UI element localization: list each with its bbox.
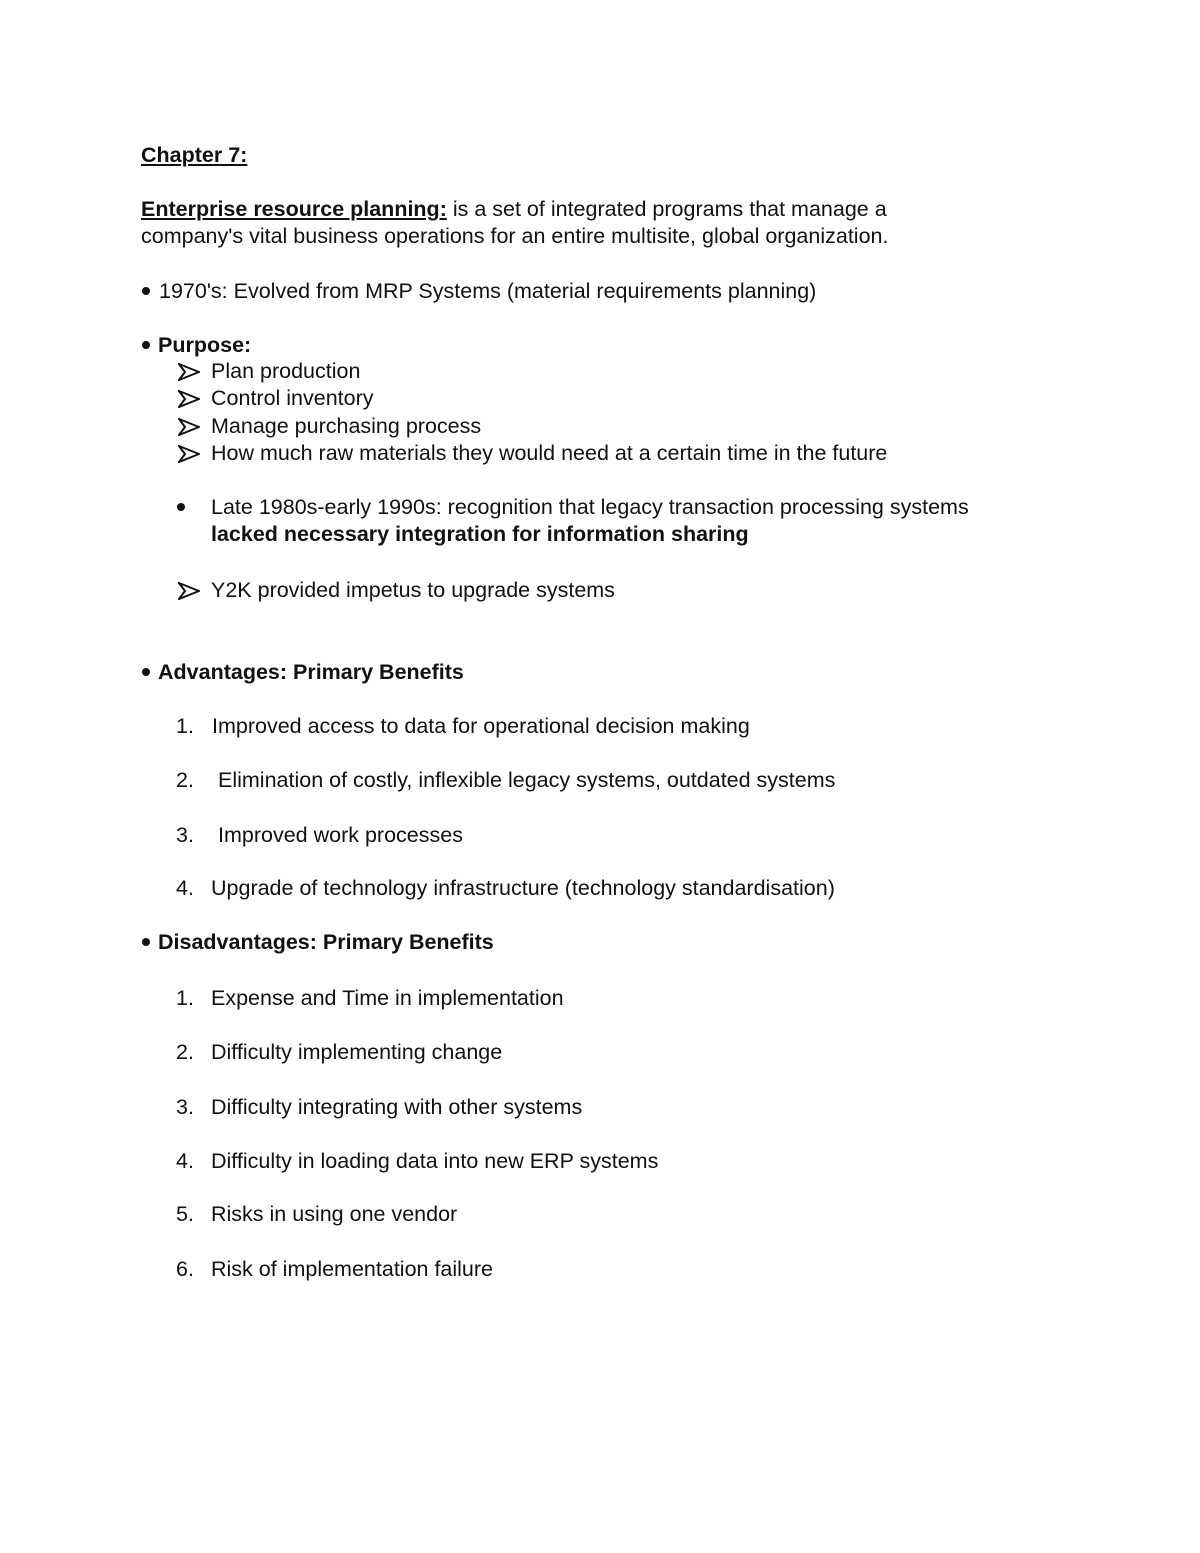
list-number: 2. — [176, 1040, 194, 1064]
list-number: 4. — [176, 876, 194, 900]
list-item-text: Difficulty integrating with other systems — [211, 1095, 583, 1119]
arrowhead-bullet-icon — [178, 418, 200, 436]
arrowhead-bullet-icon — [178, 445, 200, 463]
list-number: 2. — [176, 768, 194, 792]
list-number: 1. — [176, 986, 194, 1010]
definition-line-2: company's vital business operations for an entire multisite, global organization. — [141, 224, 889, 248]
y2k-note: Y2K provided impetus to upgrade systems — [211, 578, 615, 602]
bullet-icon — [142, 938, 150, 946]
arrowhead-bullet-icon — [178, 390, 200, 408]
list-item-text: Risk of implementation failure — [211, 1257, 494, 1281]
purpose-item-text: Plan production — [211, 359, 361, 383]
list-item-text: Difficulty in loading data into new ERP systems — [211, 1149, 659, 1173]
arrowhead-bullet-icon — [178, 582, 200, 600]
list-number: 1. — [176, 714, 194, 738]
late-note-line-1: Late 1980s-early 1990s: recognition that legacy transaction processing systems — [211, 495, 969, 519]
purpose-item-text: How much raw materials they would need at a certain time in the future — [211, 441, 888, 465]
list-item-text: Difficulty implementing change — [211, 1040, 503, 1064]
definition-text: is a set of integrated programs that manage a — [452, 197, 887, 221]
purpose-heading: Purpose: — [158, 333, 252, 357]
list-item-text: Improved access to data for operational decision making — [212, 714, 750, 738]
definition-term: Enterprise resource planning: — [141, 197, 447, 221]
list-item-text: Risks in using one vendor — [211, 1202, 458, 1226]
list-item-text: Upgrade of technology infrastructure (technology standardisation) — [211, 876, 835, 900]
list-item-text: Elimination of costly, inflexible legacy systems, outdated systems — [218, 768, 836, 792]
arrowhead-bullet-icon — [178, 363, 200, 381]
disadvantages-heading: Disadvantages: Primary Benefits — [158, 930, 494, 954]
bullet-icon — [142, 668, 150, 676]
list-number: 6. — [176, 1257, 194, 1281]
advantages-heading: Advantages: Primary Benefits — [158, 660, 464, 684]
list-number: 4. — [176, 1149, 194, 1173]
definition-line-1 — [141, 196, 887, 223]
list-item-text: Improved work processes — [218, 823, 463, 847]
list-number: 3. — [176, 1095, 194, 1119]
bullet-icon — [142, 287, 150, 295]
bullet-icon — [177, 503, 185, 511]
list-number: 5. — [176, 1202, 194, 1226]
purpose-item-text: Manage purchasing process — [211, 414, 482, 438]
bullet-icon — [142, 341, 150, 349]
purpose-item-text: Control inventory — [211, 386, 374, 410]
list-item-text: Expense and Time in implementation — [211, 986, 564, 1010]
chapter-title: Chapter 7: — [141, 143, 248, 167]
late-note-line-2: lacked necessary integration for information sharing — [211, 522, 749, 546]
list-number: 3. — [176, 823, 194, 847]
history-note: 1970's: Evolved from MRP Systems (material requirements planning) — [159, 279, 817, 303]
